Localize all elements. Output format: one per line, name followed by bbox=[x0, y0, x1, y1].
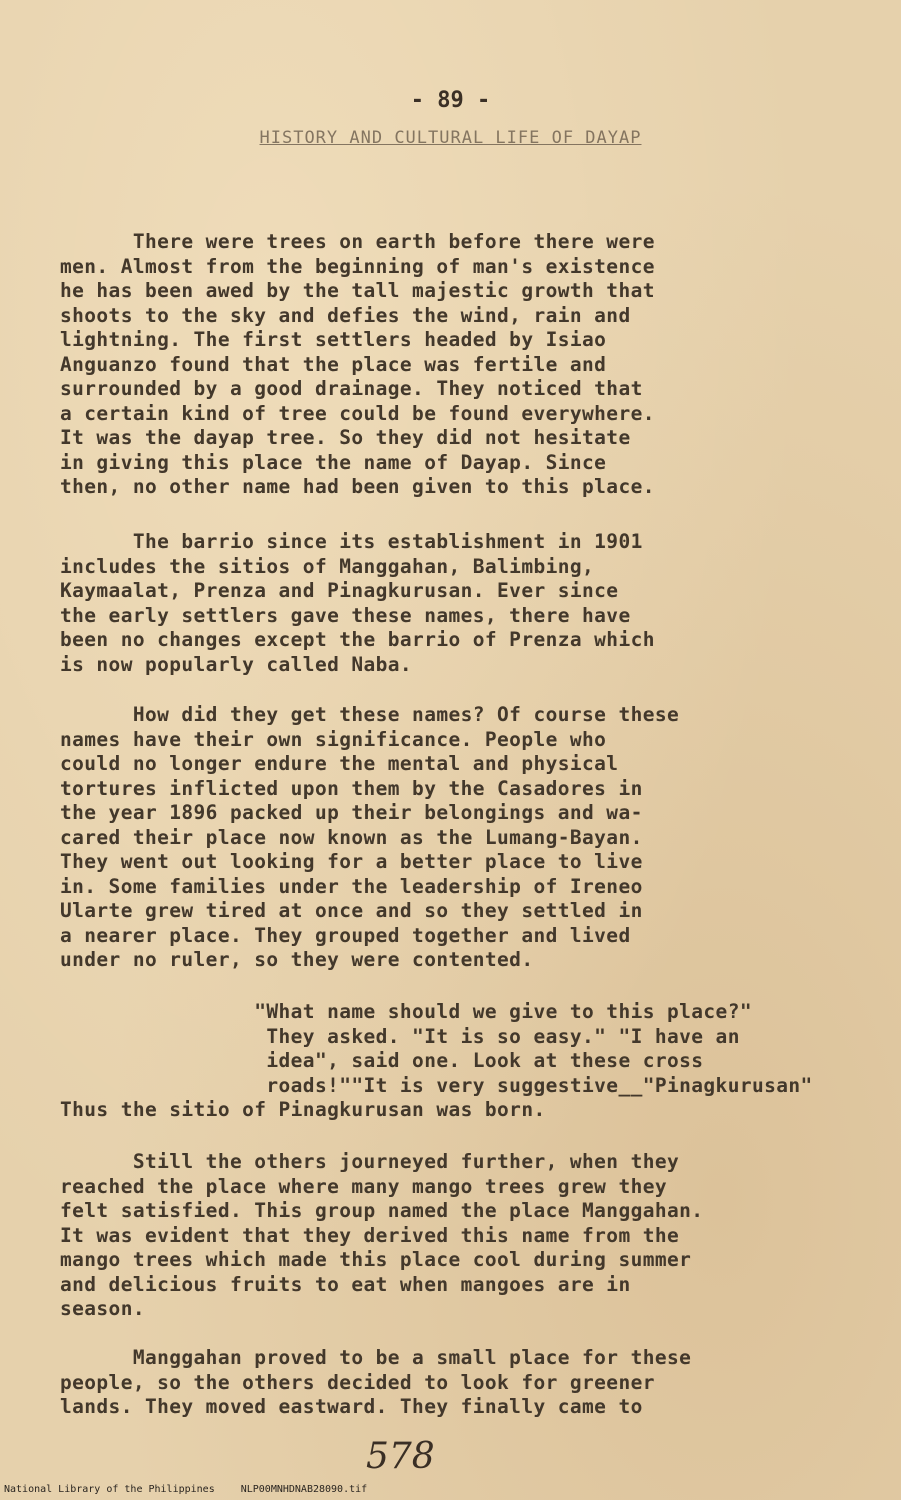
text-line: people, so the others decided to look for greener bbox=[60, 1370, 655, 1394]
text-line: includes the sitios of Manggahan, Balimbing, bbox=[60, 554, 595, 578]
page-number: - 89 - bbox=[410, 88, 491, 113]
text-line: There were trees on earth before there were bbox=[60, 230, 655, 253]
text-line: They asked. "It is so easy." "I have an bbox=[60, 1024, 740, 1048]
text-line: felt satisfied. This group named the place Manggahan. bbox=[60, 1199, 704, 1222]
text-line: the early settlers gave these names, there have bbox=[60, 603, 631, 627]
text-line: It was evident that they derived this name from the bbox=[60, 1223, 680, 1247]
text-line: It was the dayap tree. So they did not hesitate bbox=[60, 426, 631, 449]
text-line: shoots to the sky and defies the wind, rain and bbox=[60, 303, 631, 327]
text-line: lands. They moved eastward. They finally came to bbox=[60, 1395, 643, 1418]
text-line: Manggahan proved to be a small place for these bbox=[60, 1346, 692, 1369]
text-line: men. Almost from the beginning of man's existence bbox=[60, 254, 655, 278]
text-line: in giving this place the name of Dayap. Since bbox=[60, 450, 607, 474]
text-line: season. bbox=[60, 1297, 145, 1320]
text-line: then, no other name had been given to this place. bbox=[60, 475, 655, 498]
text-line: in. Some families under the leadership of Ireneo bbox=[60, 874, 643, 898]
text-line: and delicious fruits to eat when mangoes are in bbox=[60, 1272, 631, 1296]
text-line: a certain kind of tree could be found everywhere. bbox=[60, 401, 655, 425]
text-line: cared their place now known as the Lumang-Bayan. bbox=[60, 825, 643, 849]
paragraph-5 bbox=[60, 1150, 850, 1322]
paragraph-3 bbox=[60, 703, 850, 973]
handwritten-page-number: 578 bbox=[366, 1436, 435, 1477]
text-line: is now popularly called Naba. bbox=[60, 652, 413, 676]
text-line: Kaymaalat, Prenza and Pinagkurusan. Ever since bbox=[60, 579, 619, 602]
footer-filename: NLP00MNHDNAB28090.tif bbox=[240, 1484, 368, 1495]
text-line: Ularte grew tired at once and so they settled in bbox=[60, 899, 643, 922]
text-line: could no longer endure the mental and physical bbox=[60, 752, 619, 775]
text-line: Thus the sitio of Pinagkurusan was born. bbox=[60, 1098, 546, 1121]
text-line: reached the place where many mango trees grew they bbox=[60, 1174, 667, 1198]
text-line: They went out looking for a better place to live bbox=[60, 850, 643, 873]
paragraph-1 bbox=[60, 230, 850, 500]
text-line: Anguanzo found that the place was fertile and bbox=[60, 352, 607, 376]
text-line: mango trees which made this place cool during summer bbox=[60, 1248, 692, 1271]
text-line: roads!""It is very suggestive__"Pinagkurusan" bbox=[60, 1073, 813, 1097]
text-line: idea", said one. Look at these cross bbox=[60, 1049, 704, 1072]
document-title: HISTORY AND CULTURAL LIFE OF DAYAP bbox=[259, 128, 642, 148]
text-line: he has been awed by the tall majestic growth that bbox=[60, 279, 655, 302]
text-line: How did they get these names? Of course these bbox=[60, 703, 680, 726]
text-line: "What name should we give to this place?" bbox=[60, 1000, 752, 1023]
text-line: under no ruler, so they were contented. bbox=[60, 948, 534, 971]
footer-library: National Library of the Philippines bbox=[4, 1484, 215, 1495]
paragraph-2 bbox=[60, 530, 850, 677]
text-line: the year 1896 packed up their belongings and wa- bbox=[60, 801, 643, 824]
text-line: a nearer place. They grouped together and lived bbox=[60, 923, 631, 947]
text-line: lightning. The first settlers headed by Isiao bbox=[60, 328, 607, 351]
text-line: surrounded by a good drainage. They noticed that bbox=[60, 377, 643, 400]
text-line: The barrio since its establishment in 1901 bbox=[60, 530, 643, 553]
dialogue-block bbox=[60, 1000, 880, 1123]
paragraph-6 bbox=[60, 1346, 850, 1420]
text-line: tortures inflicted upon them by the Casadores in bbox=[60, 776, 643, 800]
text-line: Still the others journeyed further, when they bbox=[60, 1150, 680, 1173]
text-line: been no changes except the barrio of Prenza which bbox=[60, 628, 655, 651]
archive-footer bbox=[4, 1484, 393, 1495]
text-line: names have their own significance. People who bbox=[60, 727, 607, 751]
